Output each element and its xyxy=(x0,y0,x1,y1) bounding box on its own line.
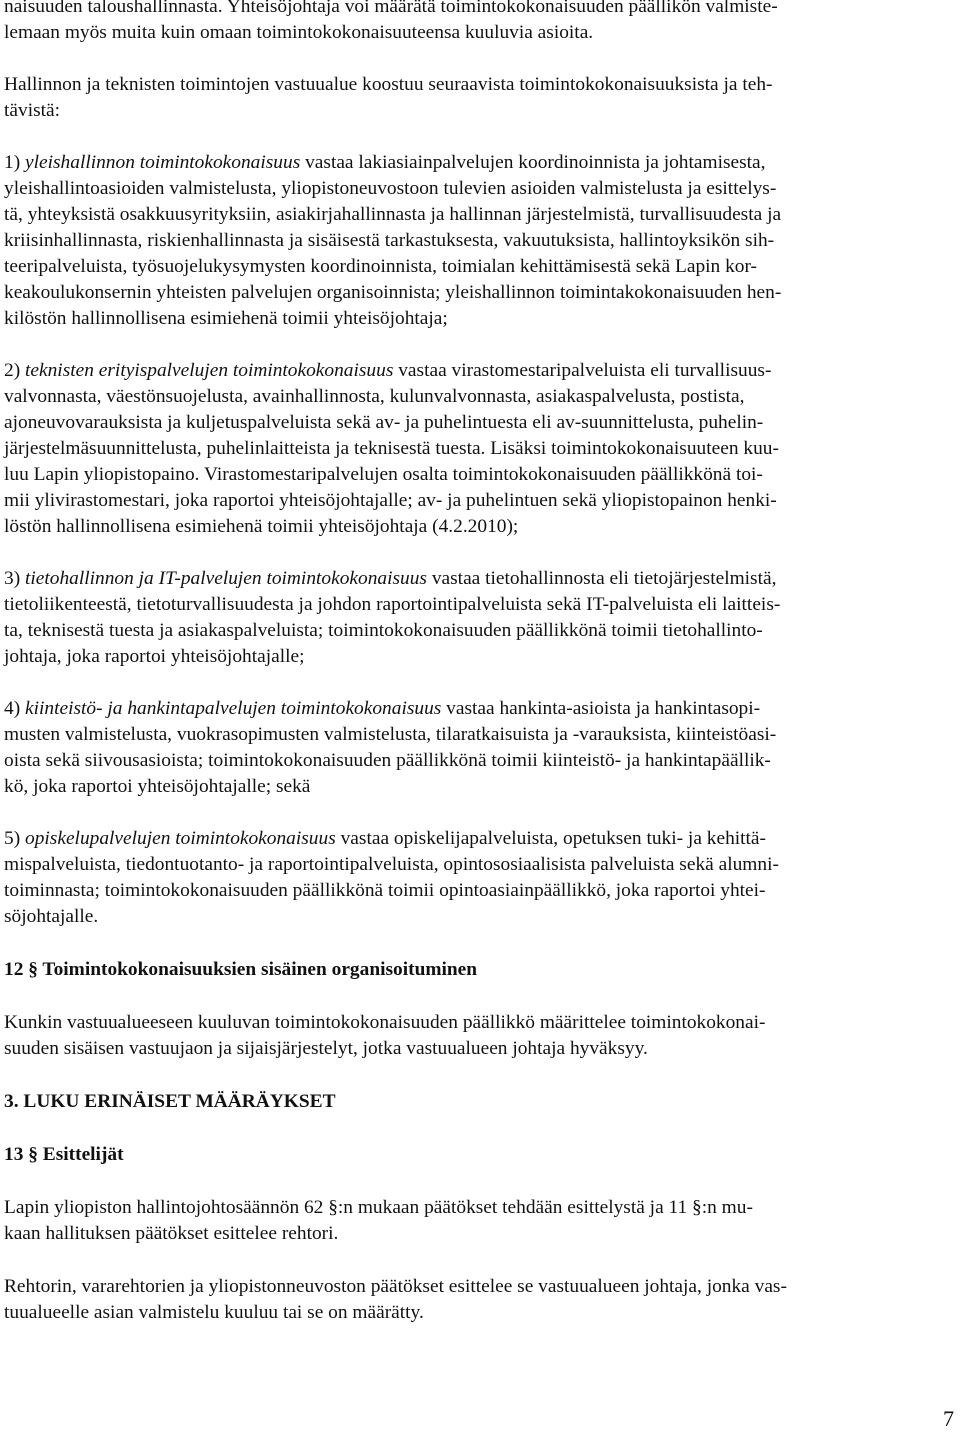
text-line: mii ylivirastomestari, joka raportoi yhteisöjohtajalle; av- ja puhelintuen sekä yliopistopainon henki- xyxy=(4,490,777,511)
text-line: keakoulukonsernin yhteisten palvelujen organisoinnista; yleishallinnon toimintakokonaisuuden hen- xyxy=(4,282,782,303)
section-13-paragraph-2 xyxy=(4,1274,959,1326)
item-number: 4) xyxy=(4,698,21,719)
paragraph-intro xyxy=(4,72,959,124)
list-item-1 xyxy=(4,150,959,332)
item-title: yleishallinnon toimintokokonaisuus xyxy=(25,152,301,173)
text-line: kaan hallituksen päätökset esittelee rehtori. xyxy=(4,1223,339,1244)
item-text: vastaa virastomestaripalveluista eli turvallisuus- xyxy=(398,360,772,381)
list-item-4 xyxy=(4,696,959,800)
text-line: Lapin yliopiston hallintojohtosäännön 62 §:n mukaan päätökset tehdään esittelystä ja 11 §:n mu- xyxy=(4,1197,753,1218)
text-line: naisuuden taloushallinnasta. Yhteisöjohtaja voi määrätä toimintokokonaisuuden päällikön valmiste- xyxy=(4,0,778,17)
item-title: teknisten erityispalvelujen toimintokokonaisuus xyxy=(25,360,394,381)
item-title: tietohallinnon ja IT-palvelujen toimintokokonaisuus xyxy=(25,568,427,589)
item-number: 3) xyxy=(4,568,21,589)
item-number: 2) xyxy=(4,360,21,381)
list-item-5 xyxy=(4,826,959,930)
chapter-3-heading: 3. LUKU ERINÄISET MÄÄRÄYKSET xyxy=(4,1091,336,1112)
text-line: tä, yhteyksistä osakkuusyrityksiin, asiakirjahallinnasta ja hallinnan järjestelmistä, turvallisuudesta ja xyxy=(4,204,782,225)
text-line: yleishallintoasioiden valmistelusta, yliopistoneuvostoon tulevien asioiden valmistelusta ja esittelys- xyxy=(4,178,777,199)
text-line: lemaan myös muita kuin omaan toimintokokonaisuuteensa kuuluvia asioita. xyxy=(4,22,594,43)
text-line: tietoliikenteestä, tietoturvallisuudesta ja johdon raportointipalveluista sekä IT-palveluista eli laitteis- xyxy=(4,594,781,615)
section-12-heading: 12 § Toimintokokonaisuuksien sisäinen organisoituminen xyxy=(4,959,478,980)
text-line: Hallinnon ja teknisten toimintojen vastuualue koostuu seuraavista toimintokokonaisuuksista ja teh- xyxy=(4,74,773,95)
page-number: 7 xyxy=(943,1406,954,1431)
text-line: Kunkin vastuualueeseen kuuluvan toimintokokonaisuuden päällikkö määrittelee toimintokokonai- xyxy=(4,1012,766,1033)
section-13-heading: 13 § Esittelijät xyxy=(4,1144,124,1165)
item-number: 5) xyxy=(4,828,21,849)
text-line: kriisinhallinnasta, riskienhallinnasta ja sisäisestä tarkastuksesta, vakuutuksista, hallintoyksikön sih- xyxy=(4,230,775,251)
text-line: valvonnasta, väestönsuojelusta, avainhallinnosta, kulunvalvonnasta, asiakaspalvelusta, postista, xyxy=(4,386,745,407)
item-title: kiinteistö- ja hankintapalvelujen toimintokokonaisuus xyxy=(25,698,442,719)
text-line: musten valmistelusta, vuokrasopimusten valmistelusta, tilaratkaisuista ja -varauksista, kiinteistöasi- xyxy=(4,724,777,745)
paragraph-top xyxy=(4,0,959,46)
text-line: tuualueelle asian valmistelu kuuluu tai se on määrätty. xyxy=(4,1302,424,1323)
item-text: vastaa opiskelijapalveluista, opetuksen tuki- ja kehittä- xyxy=(340,828,767,849)
text-line: toiminnasta; toimintokokonaisuuden päällikkönä toimii opintoasiainpäällikkö, joka raportoi yhtei- xyxy=(4,880,766,901)
text-line: johtaja, joka raportoi yhteisöjohtajalle; xyxy=(4,646,305,667)
text-line: Rehtorin, vararehtorien ja yliopistonneuvoston päätökset esittelee se vastuualueen johtaja, jonka vas- xyxy=(4,1276,787,1297)
document-page xyxy=(4,0,959,1326)
section-13-paragraph-1 xyxy=(4,1195,959,1247)
text-line: mispalveluista, tiedontuotanto- ja raportointipalveluista, opintososiaalisista palveluista sekä alumni- xyxy=(4,854,779,875)
item-number: 1) xyxy=(4,152,21,173)
text-line: teeripalveluista, työsuojelukysymysten koordinoinnista, toimialan kehittämisestä sekä Lapin kor- xyxy=(4,256,757,277)
list-item-2 xyxy=(4,358,959,540)
text-line: järjestelmäsuunnittelusta, puhelinlaitteista ja teknisestä tuesta. Lisäksi toimintokokonaisuuteen kuu- xyxy=(4,438,779,459)
section-12-paragraph xyxy=(4,1010,959,1062)
text-line: oista sekä siivousasioista; toimintokokonaisuuden päällikkönä toimii kiinteistö- ja hankintapäällik- xyxy=(4,750,771,771)
text-line: löstön hallinnollisena esimiehenä toimii yhteisöjohtaja (4.2.2010); xyxy=(4,516,519,537)
text-line: kö, joka raportoi yhteisöjohtajalle; sekä xyxy=(4,776,311,797)
text-line: luu Lapin yliopistopaino. Virastomestaripalvelujen osalta toimintokokonaisuuden päällikkönä toi- xyxy=(4,464,763,485)
item-text: vastaa lakiasiainpalvelujen koordinoinnista ja johtamisesta, xyxy=(305,152,766,173)
text-line: tävistä: xyxy=(4,100,61,121)
text-line: ta, teknisestä tuesta ja asiakaspalveluista; toimintokokonaisuuden päällikkönä toimii tietohallinto- xyxy=(4,620,763,641)
item-text: vastaa hankinta-asioista ja hankintasopi- xyxy=(446,698,761,719)
text-line: ajoneuvovarauksista ja kuljetuspalveluista sekä av- ja puhelintuesta eli av-suunnittelusta, puhelin- xyxy=(4,412,764,433)
item-title: opiskelupalvelujen toimintokokonaisuus xyxy=(25,828,336,849)
list-item-3 xyxy=(4,566,959,670)
text-line: kilöstön hallinnollisena esimiehenä toimii yhteisöjohtaja; xyxy=(4,308,448,329)
item-text: vastaa tietohallinnosta eli tietojärjestelmistä, xyxy=(431,568,777,589)
text-line: söjohtajalle. xyxy=(4,906,99,927)
text-line: suuden sisäisen vastuujaon ja sijaisjärjestelyt, jotka vastuualueen johtaja hyväksyy. xyxy=(4,1038,648,1059)
